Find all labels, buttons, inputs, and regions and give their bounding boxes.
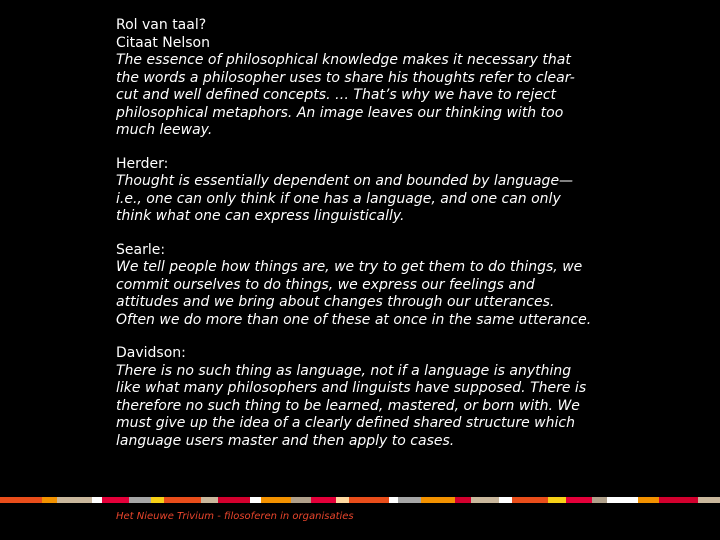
stripe-segment — [455, 497, 471, 503]
stripe-segment — [592, 497, 607, 503]
citation-label: Citaat Nelson — [116, 34, 210, 51]
stripe-segment — [398, 497, 422, 503]
stripe-segment — [512, 497, 548, 503]
stripe-segment — [102, 497, 129, 503]
stripe-segment — [42, 497, 57, 503]
searle-quote — [116, 259, 616, 329]
footer-text: Het Nieuwe Trivium - filosoferen in organisaties — [116, 511, 354, 522]
quote-line: We tell people how things are, we try to get them to do things, we — [116, 259, 583, 275]
quote-line: i.e., one can only think if one has a language, and one can only — [116, 190, 561, 207]
stripe-segment — [151, 497, 163, 503]
color-stripe-divider — [0, 497, 720, 503]
quote-line: therefore no such thing to be learned, mastered, or born with. We — [116, 397, 580, 414]
stripe-segment — [566, 497, 592, 503]
quote-line: must give up the idea of a clearly defined shared structure which — [116, 415, 575, 431]
quote-line: attitudes and we bring about changes through our utterances. — [116, 294, 555, 310]
stripe-segment — [471, 497, 500, 503]
nelson-quote — [116, 52, 616, 140]
stripe-segment — [336, 497, 350, 503]
quote-line: like what many philosophers and linguists have supposed. There is — [116, 380, 587, 396]
stripe-segment — [250, 497, 261, 503]
stripe-segment — [499, 497, 511, 503]
stripe-segment — [129, 497, 151, 503]
stripe-segment — [164, 497, 201, 503]
stripe-segment — [92, 497, 102, 503]
herder-label: Herder: — [116, 155, 169, 172]
quote-line: Often we do more than one of these at once in the same utterance. — [116, 311, 592, 328]
stripe-segment — [0, 497, 42, 503]
quote-line: There is no such thing as language, not if a language is anything — [116, 362, 572, 379]
quote-line: Thought is essentially dependent on and bounded by language— — [116, 173, 574, 189]
stripe-segment — [311, 497, 336, 503]
stripe-segment — [218, 497, 250, 503]
quote-line: The essence of philosophical knowledge makes it necessary that — [116, 52, 571, 68]
slide-title: Rol van taal? — [116, 17, 207, 33]
searle-label: Searle: — [116, 241, 166, 258]
stripe-segment — [638, 497, 659, 503]
stripe-segment — [261, 497, 291, 503]
stripe-segment — [548, 497, 567, 503]
slide-content — [116, 17, 616, 450]
quote-line: philosophical metaphors. An image leaves our thinking with too — [116, 104, 564, 121]
quote-line: cut and well defined concepts. … That’s why we have to reject — [116, 87, 557, 103]
quote-line: commit ourselves to do things, we express our feelings and — [116, 276, 535, 293]
quote-line: the words a philosopher uses to share his thoughts refer to clear- — [116, 69, 575, 86]
quote-line: language users master and then apply to cases. — [116, 432, 455, 449]
stripe-segment — [421, 497, 454, 503]
davidson-quote — [116, 363, 616, 451]
stripe-segment — [698, 497, 720, 503]
stripe-segment — [201, 497, 218, 503]
stripe-segment — [607, 497, 638, 503]
davidson-label: Davidson: — [116, 345, 186, 361]
herder-quote — [116, 173, 616, 226]
quote-line: think what one can express linguistically. — [116, 208, 405, 224]
quote-line: much leeway. — [116, 122, 213, 138]
stripe-segment — [291, 497, 311, 503]
stripe-segment — [349, 497, 389, 503]
stripe-segment — [389, 497, 398, 503]
stripe-segment — [57, 497, 92, 503]
stripe-segment — [659, 497, 697, 503]
